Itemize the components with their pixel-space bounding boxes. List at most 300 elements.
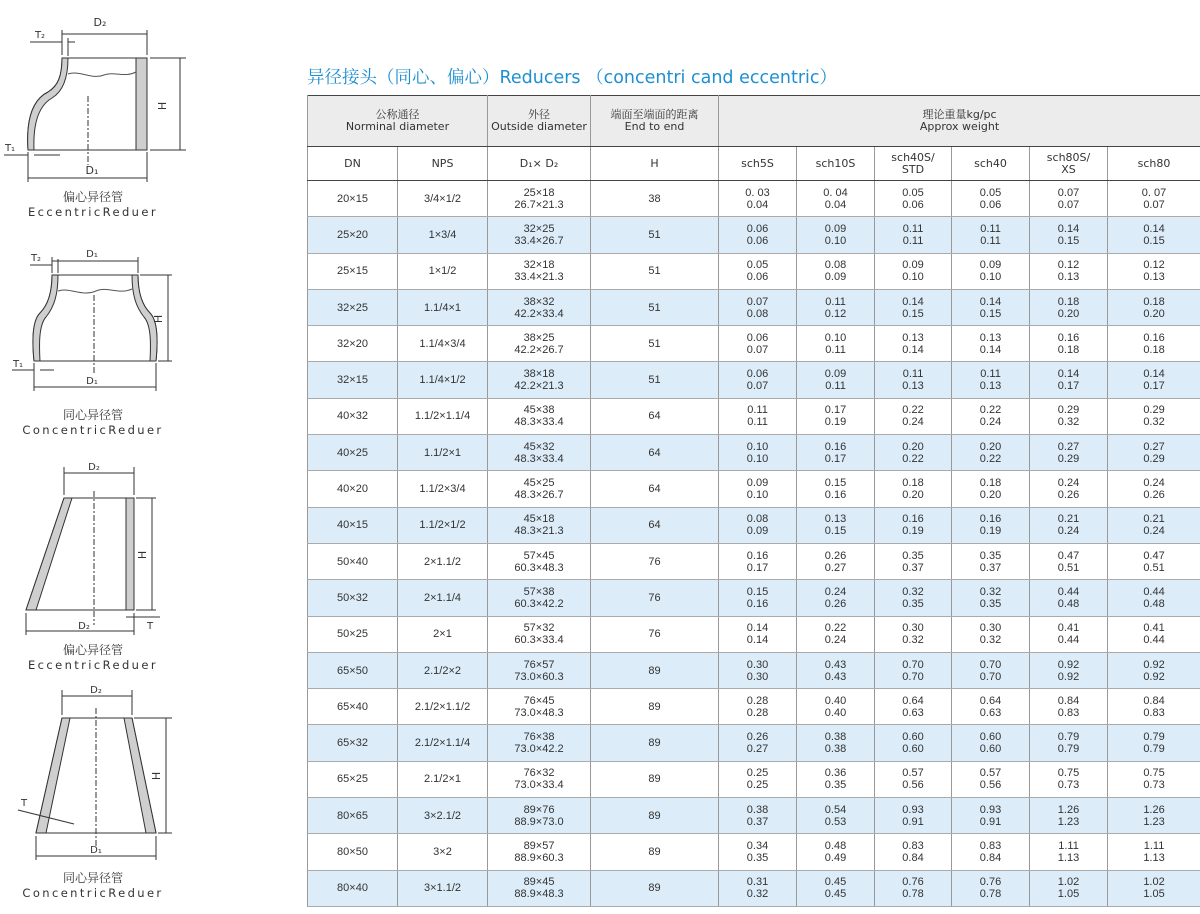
od-d2-value: 60.3×33.4: [514, 634, 564, 647]
t-label: T: [146, 621, 154, 632]
nps-cell: 2.1/2×1.1/2: [398, 689, 488, 725]
weight-value-1: 0.11: [980, 222, 1001, 235]
od-d1-value: 57×45: [523, 549, 555, 562]
h-cell: 51: [591, 253, 719, 289]
weight-value-2: 0.32: [1057, 416, 1080, 429]
weight-value-2: 0.28: [746, 706, 769, 719]
nominal-en: Norminal diameter: [345, 120, 450, 133]
nps-cell: 1×3/4: [398, 217, 488, 253]
weight-value-2: 0.24: [1057, 525, 1080, 538]
weight-value-1: 0.57: [902, 767, 924, 780]
od-cell: [488, 580, 591, 616]
od-d1-value: 57×32: [523, 622, 555, 635]
h-cell: 89: [591, 761, 719, 797]
sch40s-std-cell: [875, 870, 952, 906]
outside-diameter-header: [488, 96, 591, 147]
sch80-cell: [1108, 362, 1200, 398]
h-cell: 89: [591, 870, 719, 906]
weight-value-1: 0.35: [902, 549, 924, 562]
weight-value-1: 0.14: [902, 295, 924, 308]
weight-value-2: 0.11: [825, 343, 846, 356]
od-cell: [488, 471, 591, 507]
weight-value-1: 0.41: [1057, 622, 1080, 635]
weight-value-1: 0.06: [746, 222, 769, 235]
sch80-cell: [1108, 725, 1200, 761]
weight-value-2: 0.07: [1143, 198, 1165, 211]
caption-cn: 同心异径管: [62, 871, 123, 885]
weight-value-2: 0.35: [824, 779, 847, 792]
od-d2-value: 73.0×48.3: [514, 706, 564, 719]
od-cell: [488, 725, 591, 761]
weight-value-1: 0.21: [1057, 513, 1080, 526]
weight-value-1: 0. 07: [1141, 186, 1167, 199]
sch40s-std-cell: [875, 834, 952, 870]
sch10s-cell: [797, 289, 875, 325]
weight-value-2: 0.63: [902, 706, 924, 719]
weight-value-2: 0.13: [902, 380, 924, 393]
weight-value-2: 0.78: [979, 888, 1002, 901]
weight-value-2: 0.24: [1143, 525, 1165, 538]
weight-value-2: 0.32: [746, 888, 769, 901]
h-label: H: [152, 314, 165, 324]
weight-cn: 理论重量kg/pc: [922, 108, 997, 121]
d2-label: D₂: [90, 685, 102, 696]
h-label: H: [136, 550, 149, 560]
weight-value-2: 0.26: [824, 597, 847, 610]
weight-value-1: 0.07: [1057, 186, 1080, 199]
weight-value-2: 0.84: [902, 851, 924, 864]
weight-value-2: 0.49: [824, 851, 847, 864]
sch40s-std-cell: [875, 580, 952, 616]
weight-value-1: 0.75: [1143, 767, 1165, 780]
sch10s-cell: [797, 725, 875, 761]
weight-value-2: 0.06: [746, 271, 769, 284]
weight-value-1: 0.54: [824, 803, 847, 816]
od-d1-value: 76×38: [523, 731, 555, 744]
diagram-caption-2: [8, 408, 178, 438]
h-cell: 76: [591, 580, 719, 616]
sch40-cell: [952, 181, 1030, 217]
weight-value-1: 0.26: [746, 731, 769, 744]
table-row: [308, 616, 1200, 652]
t1-label: T₁: [4, 143, 16, 154]
weight-value-2: 0.06: [979, 198, 1002, 211]
od-d1-value: 32×25: [523, 222, 555, 235]
t2-label: T₂: [30, 253, 42, 264]
sch80-cell: [1108, 398, 1200, 434]
weight-value-1: 0.22: [902, 404, 924, 417]
od-cell: [488, 253, 591, 289]
weight-value-1: 0.09: [824, 222, 847, 235]
sch80-cell: [1108, 689, 1200, 725]
sch5s-cell: [719, 834, 797, 870]
nps-cell: 2×1.1/2: [398, 543, 488, 579]
od-d2-value: 88.9×73.0: [514, 815, 564, 828]
od-cell: [488, 870, 591, 906]
weight-value-2: 0.13: [1057, 271, 1080, 284]
h-cell: 89: [591, 689, 719, 725]
nps-cell: 2.1/2×1: [398, 761, 488, 797]
sch10s-cell: [797, 362, 875, 398]
weight-value-1: 0.45: [824, 876, 847, 889]
weight-value-2: 0.11: [980, 234, 1001, 247]
weight-value-1: 0.83: [979, 839, 1002, 852]
sch80-cell: [1108, 652, 1200, 688]
sch80s-xs-cell: [1030, 471, 1108, 507]
weight-value-1: 0.38: [746, 803, 769, 816]
sch10s-cell: [797, 326, 875, 362]
weight-value-2: 0.11: [825, 380, 846, 393]
weight-value-1: 0.31: [746, 876, 769, 889]
sch40-cell: [952, 289, 1030, 325]
od-cell: [488, 435, 591, 471]
weight-value-1: 0.32: [979, 585, 1002, 598]
weight-value-2: 0.14: [902, 343, 924, 356]
dn-cell: 20×15: [308, 181, 398, 217]
weight-value-2: 1.13: [1057, 851, 1080, 864]
weight-value-2: 0.73: [1143, 779, 1165, 792]
weight-value-2: 0.07: [746, 380, 769, 393]
end-to-end-header: [591, 96, 719, 147]
xs-label: XS: [1061, 162, 1076, 176]
sch80-cell: [1108, 761, 1200, 797]
od-d2-value: 73.0×42.2: [514, 743, 564, 756]
weight-value-2: 0.04: [824, 198, 847, 211]
weight-value-2: 0.29: [1143, 452, 1165, 465]
dn-cell: 40×20: [308, 471, 398, 507]
weight-value-1: 0.16: [1143, 331, 1165, 344]
weight-value-2: 0.79: [1143, 743, 1165, 756]
weight-value-1: 1.26: [1057, 803, 1080, 816]
weight-value-1: 0.05: [902, 186, 924, 199]
std-label: STD: [901, 162, 925, 176]
weight-value-1: 0.24: [1143, 477, 1165, 490]
sch10s-cell: [797, 616, 875, 652]
sch80-cell: [1108, 217, 1200, 253]
sch5s-cell: [719, 507, 797, 543]
od-d1-value: 89×76: [523, 803, 555, 816]
weight-value-2: 0.22: [979, 452, 1002, 465]
dn-cell: 50×40: [308, 543, 398, 579]
weight-value-1: 0. 03: [745, 186, 770, 199]
weight-value-2: 0.18: [1143, 343, 1165, 356]
diagram-caption-1: [8, 190, 178, 220]
dn-cell: 80×65: [308, 798, 398, 834]
sch40-cell: [952, 398, 1030, 434]
concentric-reducer-diagram-2: [0, 678, 200, 914]
sch80s-xs-cell: [1030, 253, 1108, 289]
caption-cn: 偏心异径管: [62, 190, 123, 204]
weight-value-2: 0.44: [1143, 634, 1165, 647]
sch5s-cell: [719, 289, 797, 325]
eccentric-reducer-diagram-1: [0, 0, 200, 225]
sch40s-std-cell: [875, 289, 952, 325]
weight-value-1: 0.57: [979, 767, 1002, 780]
sch40-cell: [952, 725, 1030, 761]
nps-cell: 1.1/4×1/2: [398, 362, 488, 398]
weight-value-2: 0.26: [1057, 489, 1080, 502]
weight-en: Approx weight: [919, 120, 1000, 133]
sch80s-xs-cell: [1030, 217, 1108, 253]
weight-value-2: 0.44: [1057, 634, 1080, 647]
weight-value-1: 0.18: [1057, 295, 1080, 308]
sch40s-std-cell: [875, 761, 952, 797]
weight-value-2: 0.60: [979, 743, 1002, 756]
weight-value-1: 0.18: [1143, 295, 1165, 308]
od-d2-value: 48.3×21.3: [514, 525, 564, 538]
weight-value-2: 0.15: [824, 525, 847, 538]
sch80s-label: sch80S/: [1046, 150, 1091, 164]
weight-value-2: 0.09: [824, 271, 847, 284]
sch40s-label: sch40S/: [891, 150, 935, 164]
sch40s-std-cell: [875, 181, 952, 217]
weight-value-2: 0.92: [1057, 670, 1080, 683]
weight-value-1: 0.70: [979, 658, 1002, 671]
od-d2-value: 48.3×33.4: [514, 416, 564, 429]
sch40s-std-cell: [875, 217, 952, 253]
weight-value-1: 0.11: [902, 222, 924, 235]
weight-value-2: 0.11: [902, 234, 924, 247]
sch10s-cell: [797, 181, 875, 217]
h-cell: 76: [591, 616, 719, 652]
weight-value-2: 0.32: [1143, 416, 1165, 429]
weight-value-1: 0.18: [902, 477, 924, 490]
od-d2-value: 60.3×42.2: [514, 597, 564, 610]
dn-cell: 80×40: [308, 870, 398, 906]
weight-value-2: 0.37: [902, 561, 924, 574]
nps-cell: 1.1/4×1: [398, 289, 488, 325]
od-d1-value: 25×18: [523, 186, 555, 199]
sch10s-cell: [797, 798, 875, 834]
table-body: [308, 181, 1200, 907]
weight-value-2: 0.91: [902, 815, 924, 828]
table-row: [308, 870, 1200, 906]
diagram-caption-4: [8, 871, 178, 901]
nps-cell: 3×1.1/2: [398, 870, 488, 906]
table-row: [308, 398, 1200, 434]
dn-cell: 32×25: [308, 289, 398, 325]
weight-value-2: 0.60: [902, 743, 924, 756]
sch40-cell: [952, 761, 1030, 797]
weight-value-1: 0.12: [1057, 259, 1080, 272]
od-d2-value: 73.0×33.4: [514, 779, 564, 792]
weight-value-1: 0.09: [746, 477, 769, 490]
dn-cell: 40×25: [308, 435, 398, 471]
sch80s-xs-cell: [1030, 326, 1108, 362]
weight-value-1: 0.08: [746, 513, 769, 526]
weight-value-1: 0.29: [1057, 404, 1080, 417]
weight-value-1: 0.20: [979, 440, 1002, 453]
weight-value-1: 0.09: [979, 259, 1002, 272]
dn-cell: 25×15: [308, 253, 398, 289]
sch80s-xs-cell: [1030, 398, 1108, 434]
weight-value-2: 0.63: [979, 706, 1002, 719]
weight-value-2: 0.51: [1057, 561, 1080, 574]
sch40s-std-cell: [875, 362, 952, 398]
weight-value-2: 0.51: [1143, 561, 1165, 574]
weight-value-2: 0.35: [902, 597, 924, 610]
weight-value-2: 0.15: [1057, 234, 1080, 247]
weight-value-2: 0.13: [979, 380, 1002, 393]
sch80s-xs-cell: [1030, 652, 1108, 688]
table-row: [308, 471, 1200, 507]
weight-value-1: 0.41: [1143, 622, 1165, 635]
caption-en: EccentricReduer: [28, 658, 158, 672]
sch80s-xs-cell: [1030, 289, 1108, 325]
sch80s-xs-header: [1030, 147, 1108, 181]
sch40s-std-cell: [875, 471, 952, 507]
sch10s-cell: [797, 253, 875, 289]
weight-value-1: 0.26: [824, 549, 847, 562]
d2-label: D₂: [93, 16, 107, 29]
od-cell: [488, 362, 591, 398]
weight-value-1: 0.22: [979, 404, 1002, 417]
weight-value-1: 0.44: [1057, 585, 1080, 598]
weight-value-2: 0.45: [824, 888, 847, 901]
sch80s-xs-cell: [1030, 725, 1108, 761]
weight-value-2: 0.20: [902, 489, 924, 502]
weight-value-1: 0.40: [824, 694, 847, 707]
weight-value-1: 0.06: [746, 331, 769, 344]
weight-value-2: 0.06: [746, 234, 769, 247]
sch10s-cell: [797, 435, 875, 471]
od-d1-value: 57×38: [523, 585, 555, 598]
dn-cell: 32×20: [308, 326, 398, 362]
weight-value-1: 0.93: [902, 803, 924, 816]
od-d2-value: 33.4×21.3: [514, 271, 564, 284]
weight-value-1: 0.48: [824, 839, 847, 852]
weight-value-2: 0.15: [1143, 234, 1165, 247]
end-cn: 端面至端面的距离: [610, 108, 699, 121]
sch40-cell: [952, 834, 1030, 870]
weight-value-1: 0.16: [979, 513, 1002, 526]
od-d2-value: 48.3×26.7: [514, 489, 564, 502]
weight-value-1: 0.11: [980, 368, 1001, 381]
weight-value-2: 0.32: [902, 634, 924, 647]
weight-value-2: 0.07: [746, 343, 769, 356]
nps-cell: 1.1/4×3/4: [398, 326, 488, 362]
weight-value-1: 1.11: [1058, 839, 1079, 852]
weight-value-1: 0.05: [979, 186, 1002, 199]
h-label: H: [150, 771, 163, 781]
weight-value-1: 0.30: [902, 622, 924, 635]
h-cell: 64: [591, 398, 719, 434]
table-row: [308, 326, 1200, 362]
weight-value-2: 0.13: [1143, 271, 1165, 284]
od-d2-value: 73.0×60.3: [514, 670, 564, 683]
weight-value-2: 0.14: [979, 343, 1002, 356]
sch80-cell: [1108, 471, 1200, 507]
sch80-cell: [1108, 580, 1200, 616]
sch80s-xs-cell: [1030, 507, 1108, 543]
table-row: [308, 652, 1200, 688]
sch40-cell: [952, 870, 1030, 906]
sch80-cell: [1108, 870, 1200, 906]
sch40s-std-cell: [875, 725, 952, 761]
nps-cell: 3×2.1/2: [398, 798, 488, 834]
dn-cell: 50×32: [308, 580, 398, 616]
h-cell: 38: [591, 181, 719, 217]
weight-value-2: 0.84: [979, 851, 1002, 864]
weight-value-2: 0.24: [979, 416, 1002, 429]
sch80-cell: [1108, 616, 1200, 652]
table-row: [308, 761, 1200, 797]
weight-value-1: 0.13: [824, 513, 847, 526]
od-cell: [488, 689, 591, 725]
weight-value-1: 0.64: [902, 694, 924, 707]
sch5s-cell: [719, 870, 797, 906]
weight-value-2: 0.25: [746, 779, 769, 792]
weight-value-1: 0.29: [1143, 404, 1165, 417]
od-cn: 外径: [528, 108, 551, 121]
sch10s-cell: [797, 834, 875, 870]
weight-value-2: 0.22: [902, 452, 924, 465]
od-d1-value: 45×32: [523, 440, 555, 453]
nps-cell: 1.1/2×3/4: [398, 471, 488, 507]
sch80s-xs-cell: [1030, 580, 1108, 616]
header-row-2: [308, 147, 1200, 181]
nps-cell: 2×1: [398, 616, 488, 652]
weight-value-1: 0.07: [746, 295, 769, 308]
weight-value-2: 0.32: [979, 634, 1002, 647]
weight-value-1: 0.79: [1057, 731, 1080, 744]
weight-value-1: 0.14: [1143, 368, 1165, 381]
od-cell: [488, 761, 591, 797]
sch5s-cell: [719, 543, 797, 579]
weight-value-2: 0.83: [1057, 706, 1080, 719]
dn-cell: 40×32: [308, 398, 398, 434]
page-title: 异径接头（同心、偏心）Reducers （concentri cand eccentric）: [307, 68, 837, 88]
weight-value-1: 0.47: [1143, 549, 1165, 562]
sch80-cell: [1108, 326, 1200, 362]
dn-cell: 50×25: [308, 616, 398, 652]
sch40s-std-cell: [875, 689, 952, 725]
od-d2-value: 42.2×33.4: [514, 307, 564, 320]
sch40-cell: [952, 217, 1030, 253]
sch5s-cell: [719, 181, 797, 217]
sch80-cell: [1108, 289, 1200, 325]
weight-value-2: 0.20: [1057, 307, 1080, 320]
weight-value-1: 0.10: [746, 440, 769, 453]
sch10s-header: sch10S: [797, 147, 875, 181]
h-label: H: [156, 101, 169, 111]
weight-value-1: 0.11: [825, 295, 846, 308]
sch5s-cell: [719, 217, 797, 253]
sch10s-cell: [797, 870, 875, 906]
od-d2-value: 33.4×26.7: [514, 234, 564, 247]
weight-value-2: 0.48: [1143, 597, 1165, 610]
table-row: [308, 362, 1200, 398]
od-d2-value: 88.9×60.3: [514, 851, 564, 864]
weight-value-2: 0.15: [902, 307, 924, 320]
sch10s-cell: [797, 652, 875, 688]
weight-value-2: 0.07: [1057, 198, 1080, 211]
weight-value-2: 0.12: [824, 307, 847, 320]
weight-value-1: 0.60: [902, 731, 924, 744]
weight-value-1: 0.09: [902, 259, 924, 272]
weight-value-1: 0.13: [979, 331, 1002, 344]
sch40-cell: [952, 543, 1030, 579]
h-cell: 64: [591, 471, 719, 507]
od-d1-value: 38×18: [523, 368, 555, 381]
od-d1-value: 89×45: [523, 876, 555, 889]
od-cell: [488, 798, 591, 834]
weight-value-2: 0.83: [1143, 706, 1165, 719]
od-d2-value: 88.9×48.3: [514, 888, 564, 901]
table-row: [308, 435, 1200, 471]
od-cell: [488, 398, 591, 434]
weight-value-1: 0.27: [1057, 440, 1080, 453]
